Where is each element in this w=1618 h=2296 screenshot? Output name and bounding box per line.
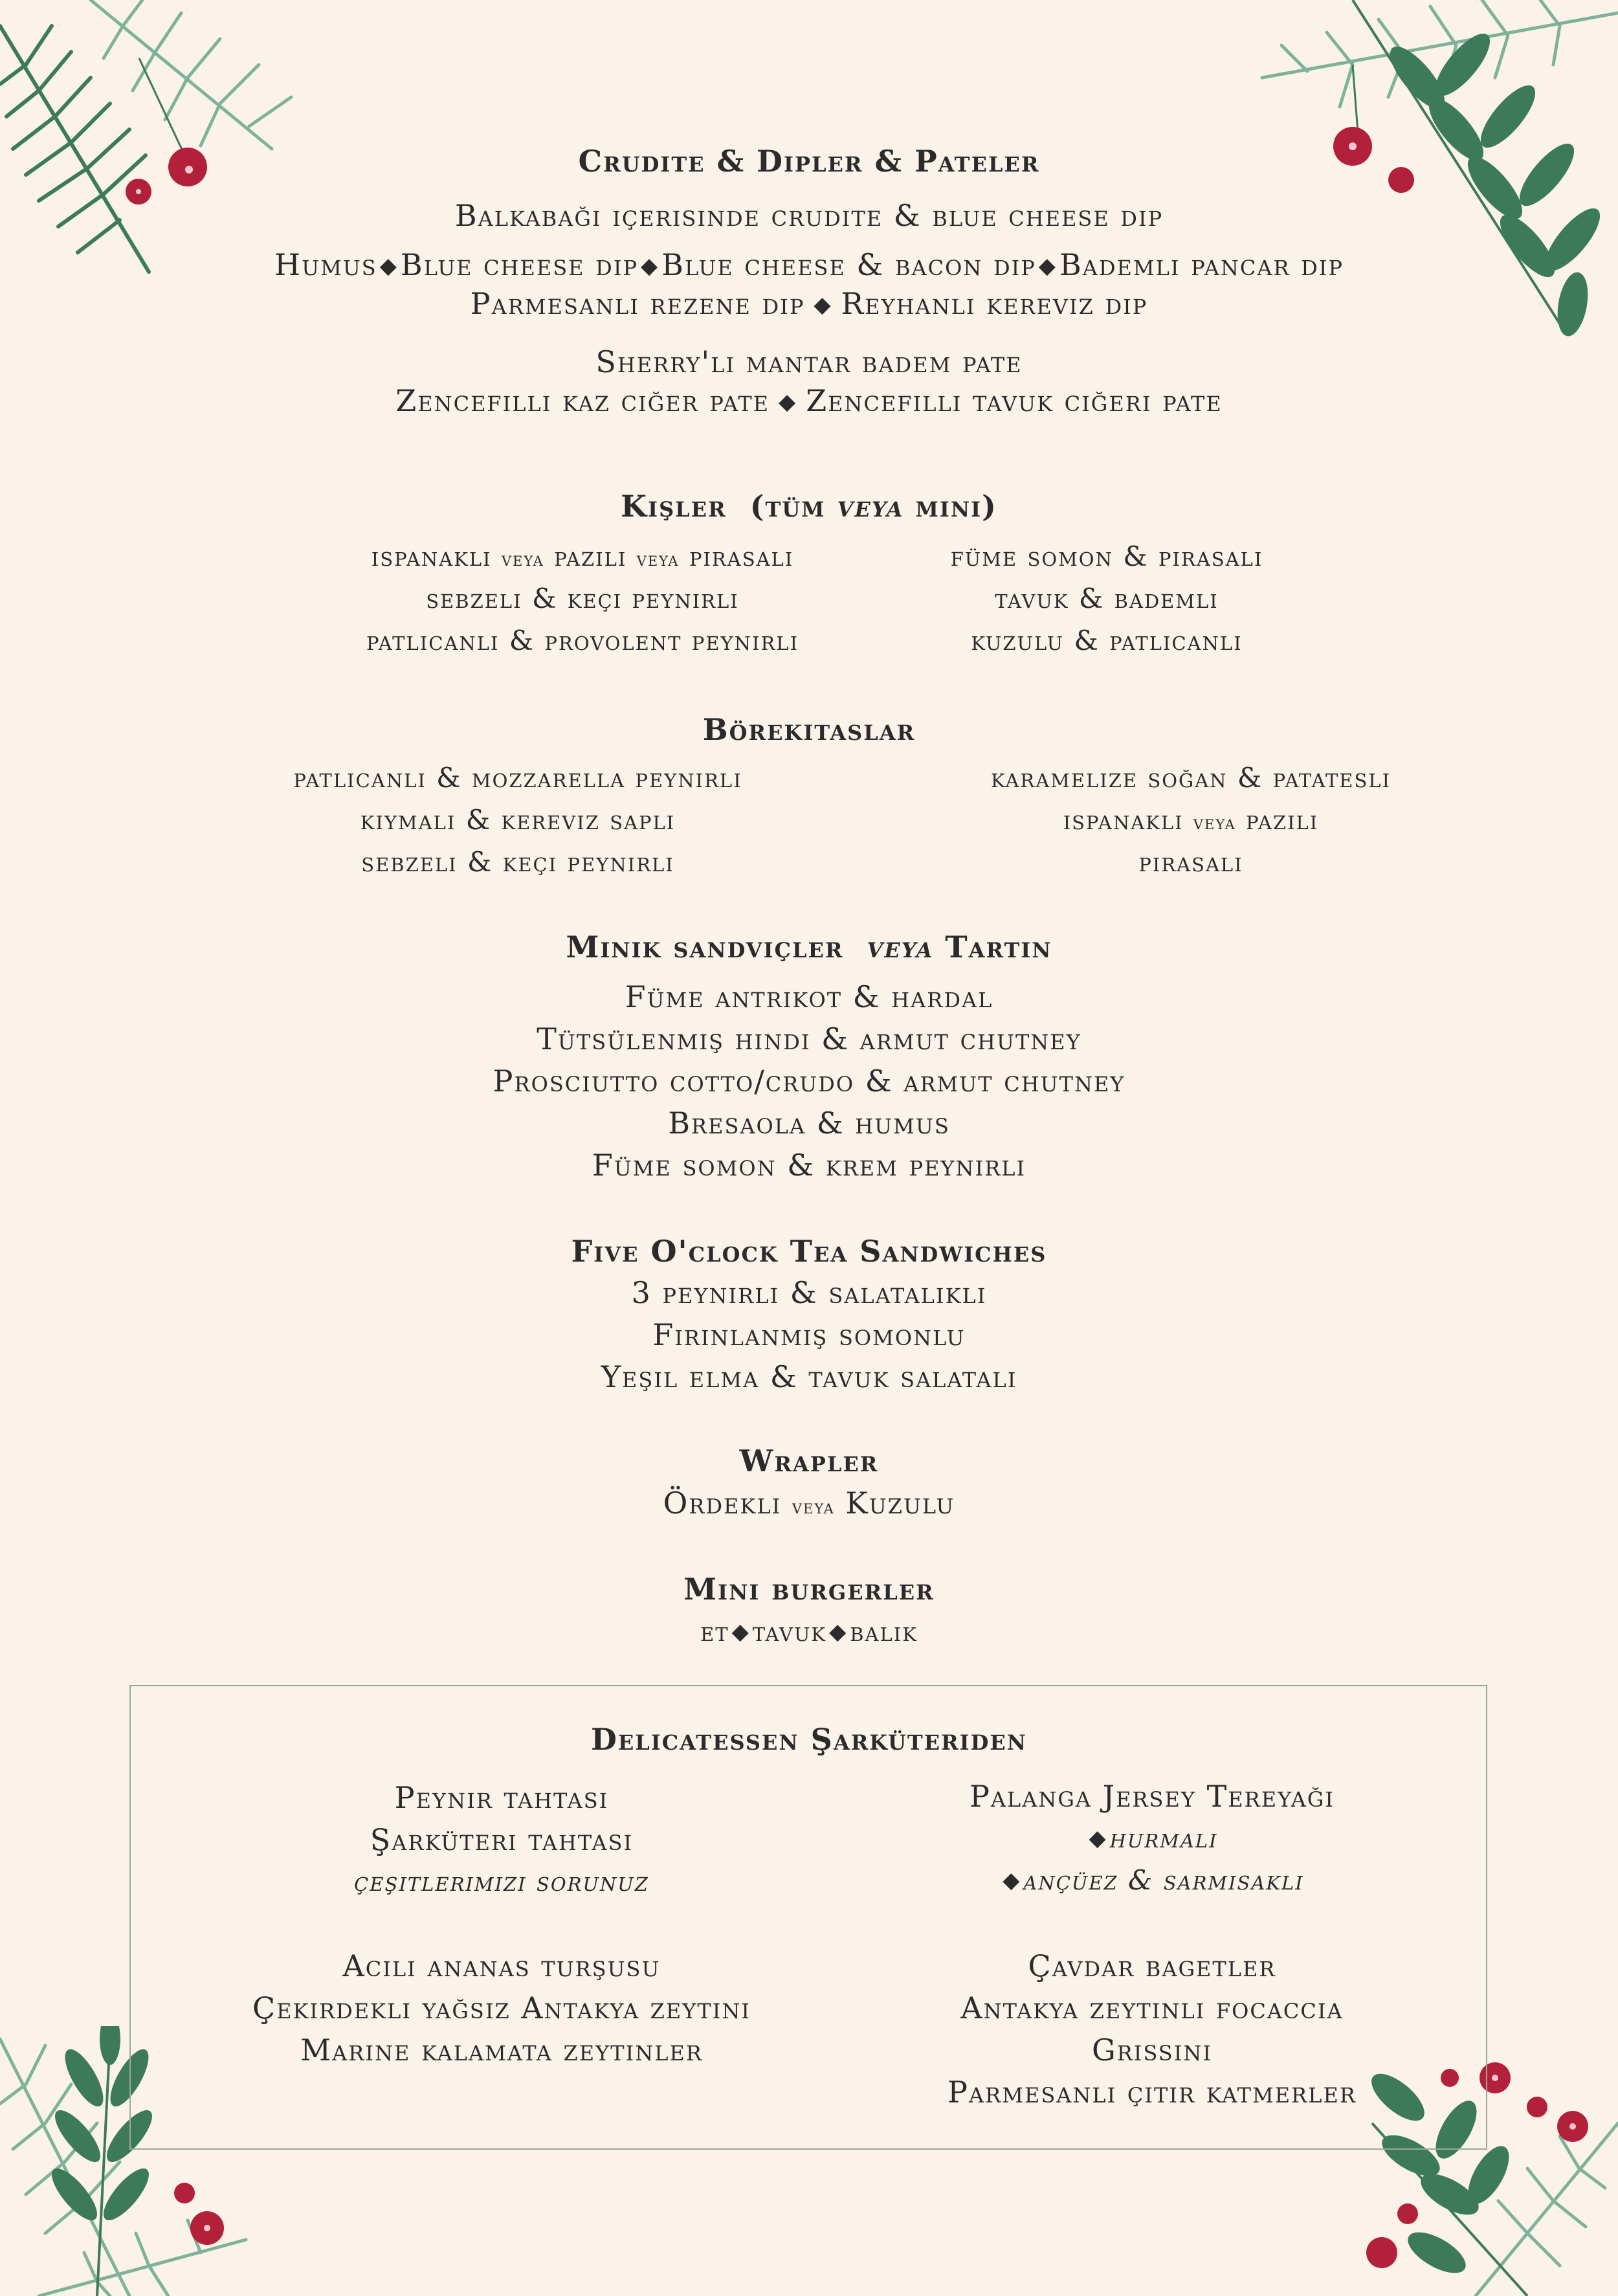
menu-item: Parmesanlı çıtır katmerler xyxy=(948,2075,1357,2110)
menu-item: sebzeli & keçi peynirli xyxy=(361,846,674,878)
menu-item: Bademli pancar dip xyxy=(1059,247,1344,282)
menu-item: Blue cheese dip xyxy=(400,247,638,282)
diamond-icon: ◆ xyxy=(641,253,659,279)
diamond-icon: ◆ xyxy=(379,253,398,279)
menu-item: Antakya zeytinli focaccia xyxy=(960,1990,1344,2025)
menu-item: Palanga Jersey Tereyağı xyxy=(969,1779,1335,1814)
section-title-tea: Five O'clock Tea Sandwiches xyxy=(571,1234,1047,1269)
menu-item-row xyxy=(0,286,1618,321)
section-title-burger: Mini burgerler xyxy=(683,1572,935,1607)
menu-item: Yeşil elma & tavuk salatalı xyxy=(601,1359,1017,1394)
menu-item: Reyhanlı kereviz dip xyxy=(841,286,1148,321)
menu-item-row xyxy=(0,247,1618,282)
menu-item: pırasalı xyxy=(1138,846,1243,878)
menu-item: Marine kalamata zeytinler xyxy=(300,2033,703,2068)
section-title-borek: Börekitaslar xyxy=(702,712,916,747)
menu-item: patlıcanlı & provolent peynirli xyxy=(366,625,799,656)
menu-item-row: ◆ançüez & sarmısaklı xyxy=(828,1864,1476,1896)
menu-item-row: Ördekli veya Kuzulu xyxy=(663,1486,955,1521)
menu-item: Zencefilli tavuk ciğeri pate xyxy=(806,383,1223,418)
menu-item: Blue cheese & bacon dip xyxy=(661,247,1036,282)
menu-item: Bresaola & humus xyxy=(668,1106,950,1141)
diamond-icon: ◆ xyxy=(814,292,832,318)
pine-branch-top-left-decoration xyxy=(0,0,298,285)
menu-item: Çavdar bagetler xyxy=(1028,1948,1276,1983)
diamond-icon: ◆ xyxy=(731,1619,750,1645)
menu-item: 3 peynirli & salatalıklı xyxy=(631,1275,987,1310)
menu-item: Tütsülenmiş hindi & armut chutney xyxy=(537,1021,1081,1056)
menu-item: Grissini xyxy=(1091,2033,1213,2068)
menu-item: Balkabağı içerisinde crudite & blue cheese dip xyxy=(454,198,1164,233)
menu-item: Şarküteri tahtası xyxy=(370,1822,634,1857)
menu-item: Füme somon & krem peynirli xyxy=(592,1148,1026,1183)
diamond-icon: ◆ xyxy=(1003,1867,1021,1893)
menu-item-row: ◆hurmalı xyxy=(828,1822,1476,1854)
menu-item: füme somon & pırasalı xyxy=(950,541,1263,572)
section-title-deli: Delicatessen Şarküteriden xyxy=(590,1722,1028,1757)
section-title-crudite: Crudite & Dipler & Pateler xyxy=(578,144,1040,179)
menu-item-row: ıspanaklı veya pazılı veya pırasalı xyxy=(371,541,794,572)
diamond-icon: ◆ xyxy=(779,389,797,415)
menu-item: kıymalı & kereviz saplı xyxy=(360,804,676,836)
menu-item: Acılı ananas turşusu xyxy=(342,1948,661,1983)
menu-item: sebzeli & keçi peynirli xyxy=(426,583,739,614)
menu-item-row: et ◆tavuk ◆balık xyxy=(700,1616,918,1647)
menu-item: Sherry'li mantar badem pate xyxy=(595,344,1023,379)
menu-note: çeşitlerimizi sorunuz xyxy=(354,1866,649,1897)
menu-item: karamelize soğan & patatesli xyxy=(990,762,1391,794)
menu-item: Çekirdekli yağsız Antakya zeytini xyxy=(252,1990,751,2025)
diamond-icon: ◆ xyxy=(1089,1825,1107,1851)
menu-item-row: ıspanaklı veya pazılı xyxy=(1063,804,1319,836)
section-title-sandvic: Minik sandviçler veya Tartın xyxy=(566,930,1052,964)
menu-item: patlıcanlı & mozzarella peynirli xyxy=(293,762,742,794)
section-title-wrap: Wrapler xyxy=(739,1443,879,1478)
menu-item: Füme antrikot & hardal xyxy=(625,979,993,1014)
menu-item: Prosciutto cotto/crudo & armut chutney xyxy=(493,1064,1125,1098)
menu-item: Zencefilli kaz ciğer pate xyxy=(395,383,770,418)
menu-item: kuzulu & patlıcanlı xyxy=(971,625,1243,656)
menu-item: Parmesanlı rezene dip xyxy=(470,286,805,321)
menu-item-row xyxy=(0,383,1618,418)
diamond-icon: ◆ xyxy=(829,1619,848,1645)
menu-item: Fırınlanmış somonlu xyxy=(652,1317,966,1352)
menu-item: Peynir tahtası xyxy=(394,1780,609,1815)
diamond-icon: ◆ xyxy=(1038,253,1057,279)
menu-item: Humus xyxy=(274,247,377,282)
menu-item: tavuk & bademli xyxy=(995,583,1219,614)
section-title-kisler: Kişler (tüm veya mini) xyxy=(621,489,997,524)
